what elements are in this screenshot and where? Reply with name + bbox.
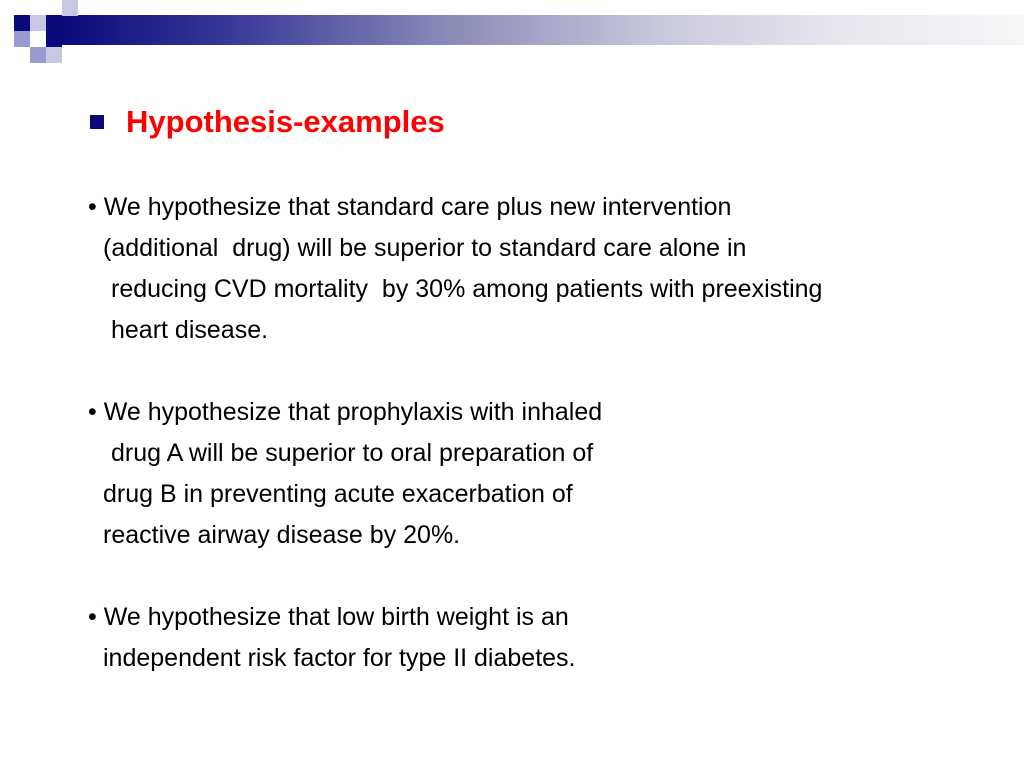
- body-line: reactive airway disease by 20%.: [103, 521, 461, 549]
- header-square-decoration: [30, 15, 46, 31]
- body-line: heart disease.: [111, 316, 269, 344]
- body-line: (additional drug) will be superior to standard care alone in: [103, 234, 747, 262]
- body-text: We hypothesize that low birth weight is an: [103, 603, 569, 631]
- bullet-icon: •: [88, 398, 97, 426]
- body-line: independent risk factor for type II diabetes.: [103, 644, 576, 672]
- header-square-decoration: [46, 31, 62, 47]
- square-bullet-icon: [90, 115, 104, 129]
- body-text: We hypothesize that standard care plus new intervention: [103, 193, 732, 221]
- title-row: [90, 104, 445, 140]
- body-line: drug A will be superior to oral preparation of: [111, 439, 594, 467]
- body-line: [88, 192, 731, 222]
- header-square-decoration: [14, 15, 30, 31]
- bullet-icon: •: [88, 603, 97, 631]
- header-square-decoration: [30, 47, 46, 63]
- body-line: drug B in preventing acute exacerbation of: [103, 480, 573, 508]
- slide-title: Hypothesis-examples: [126, 104, 445, 139]
- header-gradient-band: [62, 15, 1024, 45]
- header-square-decoration: [14, 31, 30, 47]
- body-line: [88, 397, 602, 427]
- body-line: reducing CVD mortality by 30% among patients with preexisting: [111, 275, 823, 303]
- body-line: [88, 602, 569, 632]
- bullet-icon: •: [88, 193, 97, 221]
- header-square-decoration: [46, 47, 62, 63]
- header-square-decoration: [46, 15, 62, 31]
- header-square-decoration: [62, 0, 78, 16]
- body-text: We hypothesize that prophylaxis with inhaled: [103, 398, 603, 426]
